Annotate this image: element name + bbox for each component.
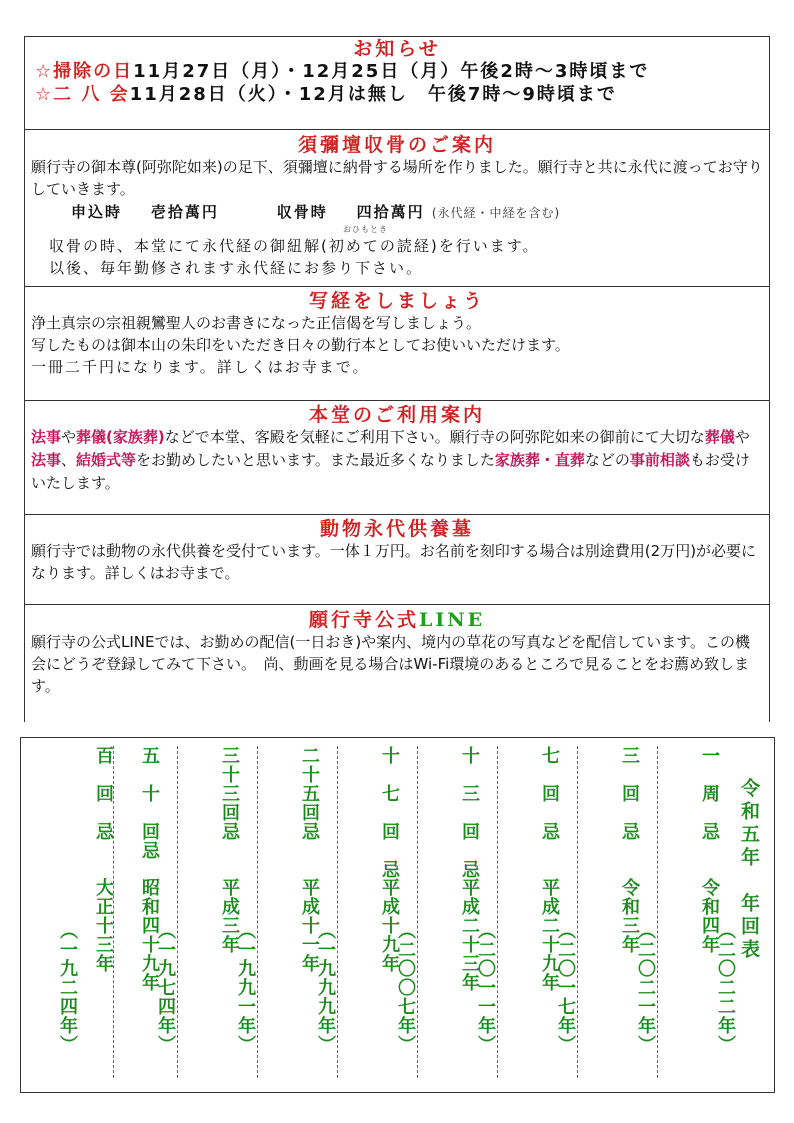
price2-value: 四拾萬円: [356, 203, 425, 221]
divider: [337, 746, 338, 1078]
year-4: （二〇一一年）: [475, 921, 496, 1054]
nenki-col-1: [697, 738, 737, 1092]
announcement-box: [24, 36, 770, 722]
era-4: 平成二十三年: [459, 878, 480, 992]
year-3: （二〇一七年）: [555, 921, 576, 1054]
era-8: 昭和四十九年: [139, 878, 160, 992]
notice-line-cleaning: [35, 60, 763, 83]
nenki-table: [20, 737, 775, 1093]
hondo-t2: や: [61, 428, 77, 446]
line-section: [25, 604, 769, 723]
shumidan-line2: 以後、毎年勤修されます永代経にお参り下さい。: [49, 259, 424, 277]
hondo-t10: をお勤めしたいと思います。また最近多くなりました: [136, 451, 495, 469]
hl-sougi-kazokusou: 葬儀(家族葬): [76, 428, 165, 446]
nenki-col-5: [377, 738, 417, 1092]
era-6: 平成十一年: [299, 878, 320, 973]
era-9: 大正十三年: [93, 878, 114, 973]
nenki-title-column: [739, 738, 773, 1092]
nenki-title: 令和五年 年回表: [738, 778, 760, 962]
notice-label-cleaning: ☆掃除の日: [35, 61, 134, 82]
hondo-section: [25, 400, 769, 514]
shakyo-line1: 浄土真宗の宗祖親鸞聖人のお書きになった正信偈を写しましょう。: [31, 314, 482, 332]
hl-jizen-soudan: 事前相談: [629, 451, 690, 469]
divider: [177, 746, 178, 1078]
nenki-col-2: [617, 738, 657, 1092]
notice-section: [25, 37, 769, 129]
kai-8: 五 十 回忌: [139, 746, 160, 860]
shakyo-section: [25, 286, 769, 400]
kai-5: 十 七 回 忌: [379, 746, 400, 879]
era-1: 令和四年: [699, 878, 720, 954]
price2-label: 収骨時: [276, 203, 328, 221]
hl-sougi: 葬儀: [704, 428, 735, 446]
year-7: （一九九一年）: [235, 921, 256, 1054]
era-5: 平成十九年: [379, 878, 400, 973]
hondo-title: 本堂のご利用案内: [308, 404, 485, 426]
kai-9: 百 回 忌: [93, 746, 114, 841]
pet-section: [25, 514, 769, 604]
year-8: （一九七四年）: [155, 921, 176, 1054]
kai-3: 七 回 忌: [539, 746, 560, 841]
notice-title: お知らせ: [353, 38, 441, 60]
year-9: （一九二四年）: [57, 921, 78, 1054]
divider: [577, 746, 578, 1078]
line-title-text: 願行寺公式: [308, 609, 419, 631]
shakyo-line3: 一冊二千円になります。詳しくはお寺まで。: [31, 358, 370, 376]
era-3: 平成二十九年: [539, 878, 560, 992]
hondo-t12: などの: [584, 451, 630, 469]
kai-6: 二十五回忌: [299, 746, 320, 841]
year-6: （一九九九年）: [315, 921, 336, 1054]
hondo-text: [31, 426, 763, 495]
price-note: (永代経・中経を含む): [431, 206, 561, 220]
shumidan-intro: 願行寺の御本尊(阿弥陀如来)の足下、須彌壇に納骨する場所を作りました。願行寺と共に永代に渡ってお守りしていきます。: [31, 158, 763, 198]
pet-text: 願行寺では動物の永代供養を受付ています。一体１万円。お名前を刻印する場合は別途費用(2万円)が必要になります。詳しくはお寺まで。: [31, 542, 757, 582]
nenki-col-4: [457, 738, 497, 1092]
hl-houji: 法事: [31, 428, 62, 446]
notice-label-nihachikai: ☆二 八 会: [35, 84, 130, 105]
kai-2: 三 回 忌: [619, 746, 640, 841]
shakyo-title: 写経をしましょう: [308, 290, 485, 312]
notice-text-cleaning: 11月27日（月）・12月25日（月）午後2時〜3時頃まで: [133, 61, 650, 82]
notice-line-nihachikai: [35, 83, 763, 106]
line-text: 願行寺の公式LINEでは、お勤めの配信(一日おき)や案内、境内の草花の写真などを配信しています。この機会にどうぞ登録してみて下さい。 尚、動画を見る場合はWi-Fi環境のあるところで見ることをお薦め致します。: [31, 633, 750, 695]
price1-label: 申込時: [71, 203, 123, 221]
divider: [417, 746, 418, 1078]
shakyo-line2: 写したものは御本山の朱印をいただき日々の勤行本としてお使いいただけます。: [31, 336, 570, 354]
shumidan-price-row: [31, 200, 763, 225]
shumidan-line1: 収骨の時、本堂にて永代経の御紐解(初めての読経)を行います。: [49, 237, 540, 255]
nenki-col-7: [217, 738, 257, 1092]
year-1: （二〇二二年）: [715, 921, 736, 1054]
era-7: 平成三年: [219, 878, 240, 954]
shumidan-title: 須彌壇収骨のご案内: [297, 134, 496, 156]
notice-text-nihachikai: 11月28日（火）・12月は無し 午後7時〜9時頃まで: [129, 84, 617, 105]
kai-4: 十 三 回 忌: [459, 746, 480, 879]
nenki-col-8: [137, 738, 177, 1092]
pet-title: 動物永代供養墓: [319, 518, 474, 540]
nenki-col-6: [297, 738, 337, 1092]
ruby-ohimotoki: おひもとき: [343, 225, 388, 234]
hondo-t14: もお受けいたします。: [31, 451, 750, 492]
kai-7: 三十三回忌: [219, 746, 240, 841]
hl-kekkonshiki: 結婚式等: [76, 451, 137, 469]
price1-value: 壱拾萬円: [150, 203, 219, 221]
year-2: （二〇二一年）: [635, 921, 656, 1054]
divider: [497, 746, 498, 1078]
nenki-col-9: [39, 738, 113, 1092]
hl-houji2: 法事: [31, 451, 62, 469]
era-2: 令和三年: [619, 878, 640, 954]
hondo-t8: 、: [61, 451, 77, 469]
divider: [257, 746, 258, 1078]
divider: [657, 746, 658, 1078]
line-title: [31, 609, 763, 631]
hl-kazokusou-chokusou: 家族葬・直葬: [494, 451, 585, 469]
hondo-t4: などで本堂、客殿を気軽にご利用下さい。願行寺の阿弥陀如来の御前にて大切な: [164, 428, 705, 446]
kai-1: 一 周 忌: [699, 746, 720, 841]
shumidan-section: [25, 129, 769, 286]
year-5: （二〇〇七年）: [395, 921, 416, 1054]
line-title-latin: LINE: [418, 609, 486, 631]
hondo-t6: や: [734, 428, 750, 446]
nenki-col-3: [537, 738, 577, 1092]
